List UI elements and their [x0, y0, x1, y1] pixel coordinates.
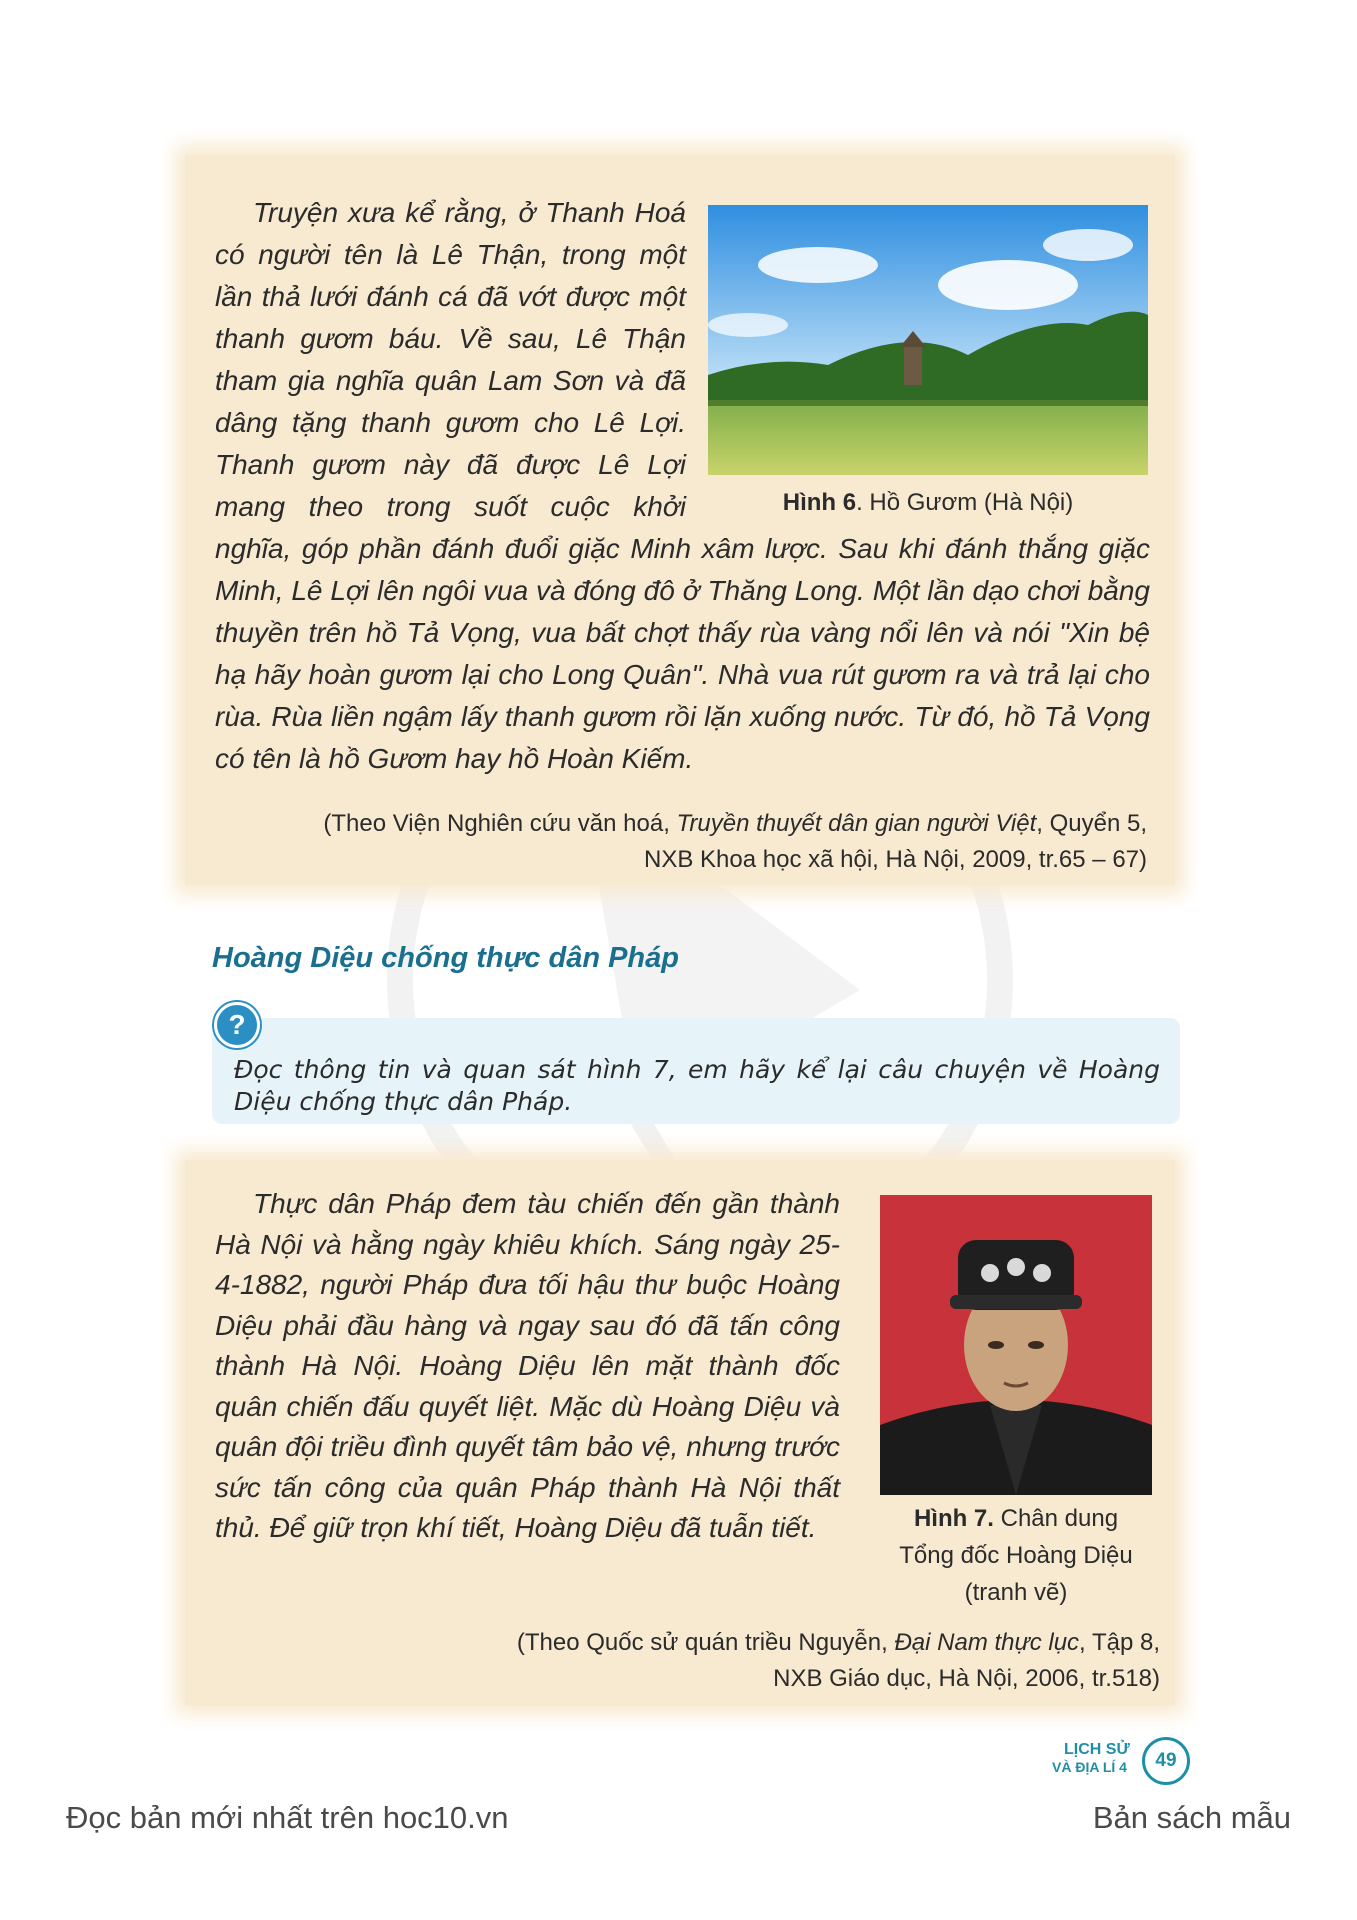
- story-ho-guom-text: Truyện xưa kể rằng, ở Thanh Hoá có người tên là Lê Thận, trong một lần thả lưới đánh cá đã vớt được một thanh gươm báu. Về sau, Lê Thận tham gia nghĩa quân Lam Sơn và đã dâng tặng thanh gươm cho Lê Lợi. Thanh gươm này đã được Lê Lợi mang theo trong suốt cuộc khởi nghĩa, góp phần đánh đuổi giặc Minh xâm lược. Sau khi đánh thắng giặc Minh, Lê Lợi lên ngôi vua và đóng đô ở Thăng Long. Một lần dạo chơi bằng thuyền trên hồ Tả Vọng, vua bất chợt thấy rùa vàng nổi lên và nói "Xin bệ hạ hãy hoàn gươm lại cho Long Quân". Nhà vua rút gươm ra và trả lại cho rùa. Rùa liền ngậm lấy thanh gươm rồi lặn xuống nước. Từ đó, hồ Tả Vọng có tên là hồ Gươm hay hồ Hoàn Kiếm.: [215, 192, 1150, 780]
- figure-6-caption-text: . Hồ Gươm (Hà Nội): [856, 489, 1074, 516]
- page-number: 49: [1142, 1737, 1190, 1785]
- question-icon: ?: [214, 1002, 260, 1048]
- subject-name-line1: LỊCH SỬ: [1064, 1741, 1130, 1758]
- figure-7-caption: Hình 7. Chân dung Tổng đốc Hoàng Diệu (tranh vẽ): [899, 1505, 1133, 1606]
- story-1-source: (Theo Viện Nghiên cứu văn hoá, Truyền thuyết dân gian người Việt, Quyển 5, NXB Khoa học xã hội, Hà Nội, 2009, tr.65 – 67): [323, 810, 1147, 873]
- story-hoang-dieu-text: Thực dân Pháp đem tàu chiến đến gần thành Hà Nội và hằng ngày khiêu khích. Sáng ngày 25-4-1882, người Pháp đưa tối hậu thư buộc Hoàng Diệu phải đầu hàng và ngay sau đó đã tấn công thành Hà Nội. Hoàng Diệu lên mặt thành đốc quân chiến đấu quyết liệt. Mặc dù Hoàng Diệu và quân đội triều đình quyết tâm bảo vệ, nhưng trước sức tấn công của quân Pháp thành Hà Nội thất thủ. Để giữ trọn khí tiết, Hoàng Diệu đã tuẫn tiết.: [215, 1188, 840, 1543]
- ho-guom-photo: [708, 205, 1148, 475]
- figure-7-label: Hình 7.: [913, 1505, 994, 1532]
- section-heading: Hoàng Diệu chống thực dân Pháp: [212, 942, 679, 974]
- question-text: Đọc thông tin và quan sát hình 7, em hãy kể lại câu chuyện về Hoàng Diệu chống thực dân Pháp.: [234, 1055, 1160, 1116]
- hoang-dieu-portrait: [880, 1195, 1152, 1495]
- footer-link-hoc10[interactable]: Đọc bản mới nhất trên hoc10.vn: [66, 1800, 509, 1835]
- subject-logo: [1052, 1735, 1192, 1785]
- subject-name-line2: VÀ ĐỊA LÍ 4: [1052, 1759, 1127, 1775]
- footer-sample-note: Bản sách mẫu: [1092, 1800, 1291, 1835]
- figure-6-caption: [708, 484, 1148, 521]
- figure-6-label: Hình 6: [782, 489, 857, 516]
- story-2-source: (Theo Quốc sử quán triều Nguyễn, Đại Nam thực lục, Tập 8, NXB Giáo dục, Hà Nội, 2006, tr.518): [516, 1629, 1160, 1692]
